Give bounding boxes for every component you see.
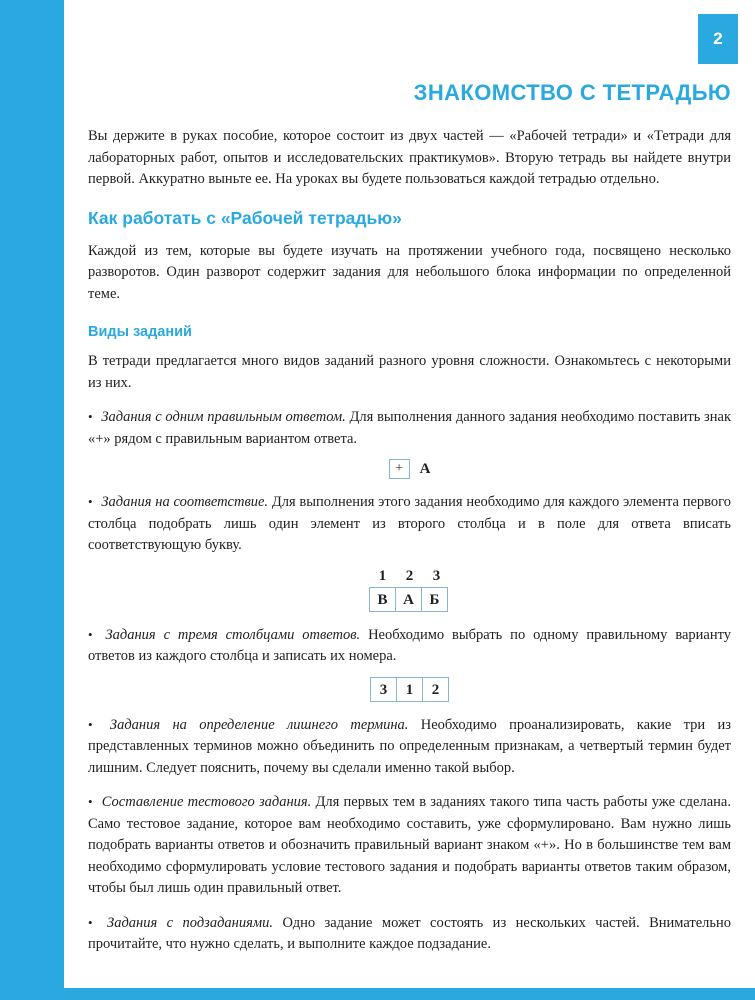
answer-letter: А	[419, 460, 431, 477]
subsection-heading: Виды заданий	[88, 324, 192, 340]
task-item-subtasks	[88, 912, 731, 956]
bullet-marker: •	[88, 914, 93, 930]
matching-numbers-row	[369, 566, 450, 586]
task-item-compose-test	[88, 791, 731, 900]
intro-paragraph: Вы держите в руках пособие, которое состоит из двух частей — «Рабочей тетради» и «Тетради для лабораторных работ, опытов и исследовательских практикумов». Вторую тетрадь вы найдете внутри первой. Аккуратно выньте ее. На уроках вы будете пользоваться каждой тетрадью отдельно.	[88, 128, 731, 187]
task-text: Для выполнения этого задания необходимо для каждого элемента первого столбца подобрать лишь один элемент из второго столбца и в поле для ответа вписать соответствующую букву.	[88, 494, 731, 553]
columns-cell: 1	[396, 677, 423, 702]
page-number: 2	[713, 29, 723, 48]
columns-cells-row	[370, 677, 449, 702]
matching-cell: Б	[421, 587, 448, 612]
page-content	[88, 0, 731, 956]
bullet-marker: •	[88, 794, 93, 809]
task-text: Необходимо выбрать по одному правильному варианту ответов из каждого столбца и записать их номера.	[88, 626, 732, 664]
bullet-marker: •	[88, 409, 93, 424]
left-accent-bar	[0, 0, 64, 1000]
task-text: Необходимо проанализировать, какие три из представленных терминов можно объединить по определенным признакам, а четвертый термин будет лишним. Следует пояснить, почему вы сделали именно такой выбор.	[88, 716, 731, 776]
example-matching	[369, 566, 450, 612]
columns-cell: 2	[422, 677, 449, 702]
matching-number: 3	[432, 567, 441, 584]
task-item-three-columns	[88, 624, 731, 668]
task-lead: Составление тестового задания.	[101, 794, 312, 810]
bullet-marker: •	[88, 716, 93, 732]
bullet-marker: •	[88, 626, 93, 642]
bottom-accent-bar	[0, 988, 755, 1000]
task-text: Для первых тем в заданиях такого типа часть работы уже сделана. Само тестовое задание, которое вам необходимо составить, уже сформулировано. Вам нужно лишь подобрать варианты ответов и обозначить правильный вариант знаком «+». Но в большинстве тем вам необходимо сформулировать условие тестового задания и подобрать варианты ответов таким образом, чтобы был лишь один правильный ответ.	[88, 794, 731, 896]
example-single-answer	[389, 459, 431, 479]
example-columns	[370, 677, 449, 702]
task-lead: Задания на соответствие.	[101, 494, 269, 510]
section-paragraph: Каждой из тем, которые вы будете изучать на протяжении учебного года, посвящено несколько разворотов. Один разворот содержит задания для небольшого блока информации по определенной теме.	[88, 242, 731, 302]
matching-cell: В	[369, 587, 396, 612]
section-heading: Как работать с «Рабочей тетрадью»	[88, 207, 402, 228]
subsection-paragraph: В тетради предлагается много видов заданий разного уровня сложности. Ознакомьтесь с некоторыми из них.	[88, 353, 731, 391]
task-item-single-answer	[88, 406, 731, 450]
task-lead: Задания с тремя столбцами ответов.	[105, 626, 361, 643]
task-lead: Задания с подзаданиями.	[107, 914, 273, 931]
task-lead: Задания с одним правильным ответом.	[101, 409, 346, 425]
matching-number: 1	[378, 567, 387, 584]
columns-cell: 3	[370, 677, 397, 702]
page-title: ЗНАКОМСТВО С ТЕТРАДЬЮ	[413, 80, 731, 105]
matching-cells-row	[369, 587, 450, 612]
task-lead: Задания на определение лишнего термина.	[109, 716, 409, 733]
task-item-odd-term	[88, 714, 731, 780]
task-text: Одно задание может состоять из нескольких частей. Внимательно прочитайте, что нужно сделать, и выполните каждое подзадание.	[88, 914, 732, 952]
matching-cell: А	[395, 587, 422, 612]
plus-answer-box: +	[389, 459, 410, 479]
matching-number: 2	[405, 567, 414, 584]
task-text: Для выполнения данного задания необходимо поставить знак «+» рядом с правильным вариантом ответа.	[88, 409, 732, 447]
bullet-marker: •	[88, 494, 93, 509]
task-item-matching	[88, 491, 731, 557]
